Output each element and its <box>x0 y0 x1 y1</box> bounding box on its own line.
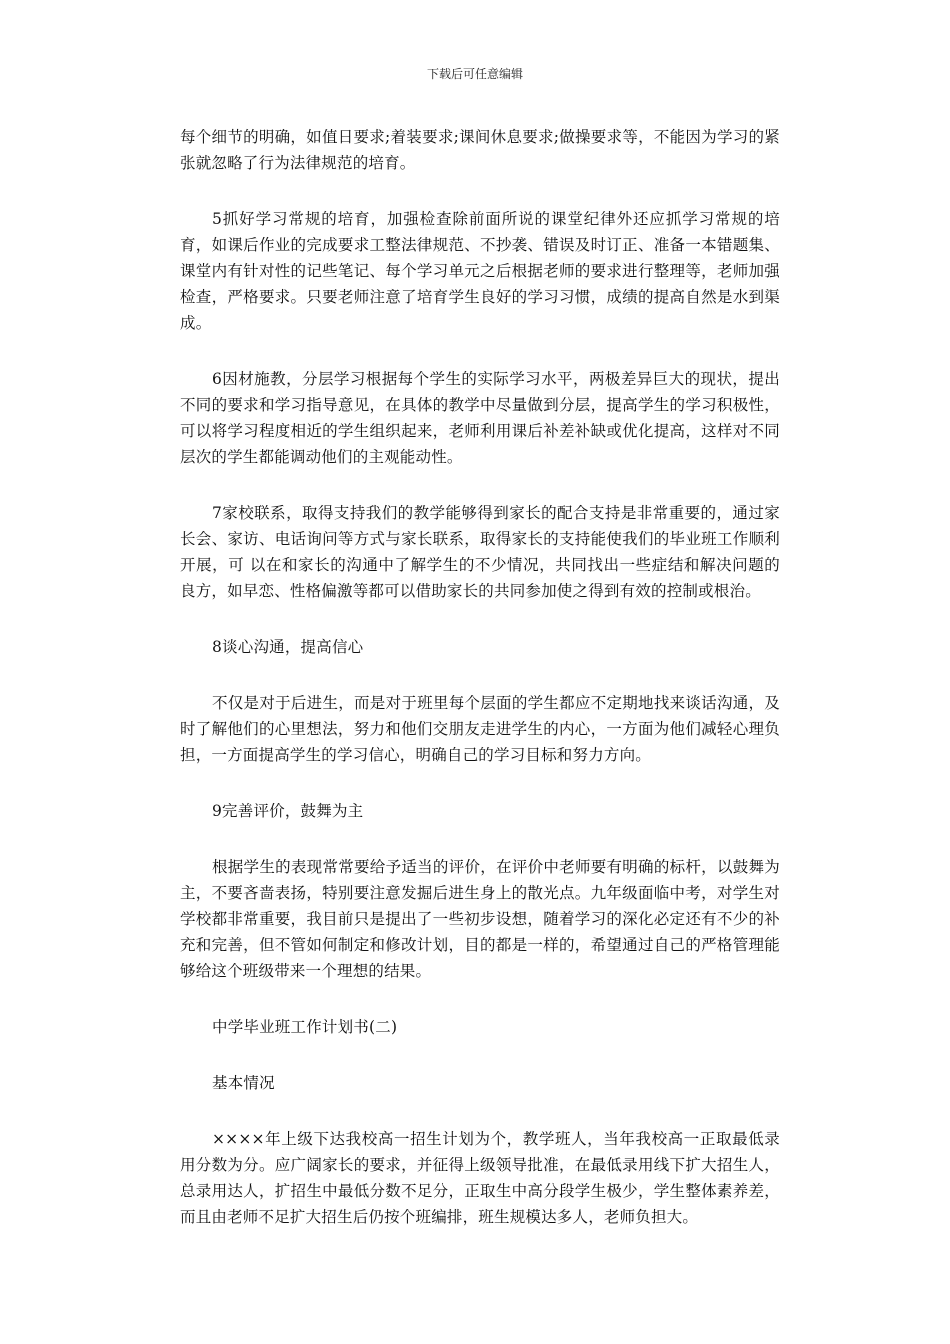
paragraph-communication: 不仅是对于后进生，而是对于班里每个层面的学生都应不定期地找来谈话沟通，及时了解他们的心里想法，努力和他们交朋友走进学生的内心，一方面为他们减轻心理负担，一方面提高学生的学习信心，明确自己的学习目标和努力方向。 <box>180 694 780 764</box>
page-header: 下载后可任意编辑 <box>426 67 523 81</box>
paragraph-study-habits: 5抓好学习常规的培育，加强检查除前面所说的课堂纪律外还应抓学习常规的培育，如课后作业的完成要求工整法律规范、不抄袭、错误及时订正、准备一本错题集、课堂内有针对性的记些笔记、每个学习单元之后根据老师的要求进行整理等，老师加强检查，严格要求。只要老师注意了培育学生良好的学习习惯，成绩的提高自然是水到渠成。 <box>180 210 780 332</box>
paragraph-layered-teaching: 6因材施教，分层学习根据每个学生的实际学习水平，两极差异巨大的现状，提出不同的要求和学习指导意见，在具体的教学中尽量做到分层，提高学生的学习积极性，可以将学习程度相近的学生组织起来，老师利用课后补差补缺或优化提高，这样对不同层次的学生都能调动他们的主观能动性。 <box>180 370 780 466</box>
paragraph-home-school-contact: 7家校联系，取得支持我们的教学能够得到家长的配合支持是非常重要的，通过家长会、家访、电话询问等方式与家长联系，取得家长的支持能使我们的毕业班工作顺利开展，可 以在和家长的沟通中了解学生的不少情况，共同找出一些症结和解决问题的良方，如早恋、性格偏激等都可以借助家长的共同参加使之得到有效的控制或根治。 <box>180 504 780 600</box>
section-title-plan-two: 中学毕业班工作计划书(二) <box>212 1018 398 1036</box>
paragraph-basic-situation: ××××年上级下达我校高一招生计划为个，教学班人，当年我校高一正取最低录用分数为分。应广阔家长的要求，并征得上级领导批准，在最低录用线下扩大招生人，总录用达人，扩招生中最低分数不足分，正取生中高分段学生极少，学生整体素养差，而且由老师不足扩大招生后仍按个班编排，班生规模达多人，老师负担大。 <box>180 1130 780 1226</box>
paragraph-evaluation: 根据学生的表现常常要给予适当的评价，在评价中老师要有明确的标杆，以鼓舞为主，不要吝啬表扬，特别要注意发掘后进生身上的散光点。九年级面临中考，对学生对学校都非常重要，我目前只是提出了一些初步设想，随着学习的深化必定还有不少的补充和完善，但不管如何制定和修改计划，目的都是一样的，希望通过自己的严格管理能够给这个班级带来一个理想的结果。 <box>180 858 780 980</box>
heading-evaluation: 9完善评价，鼓舞为主 <box>212 802 364 820</box>
heading-basic-situation: 基本情况 <box>212 1074 275 1092</box>
heading-heart-to-heart: 8谈心沟通，提高信心 <box>212 638 364 656</box>
document-body <box>180 124 780 1260</box>
paragraph-conduct-norms: 每个细节的明确，如值日要求;着装要求;课间休息要求;做操要求等，不能因为学习的紧张就忽略了行为法律规范的培育。 <box>180 128 780 172</box>
